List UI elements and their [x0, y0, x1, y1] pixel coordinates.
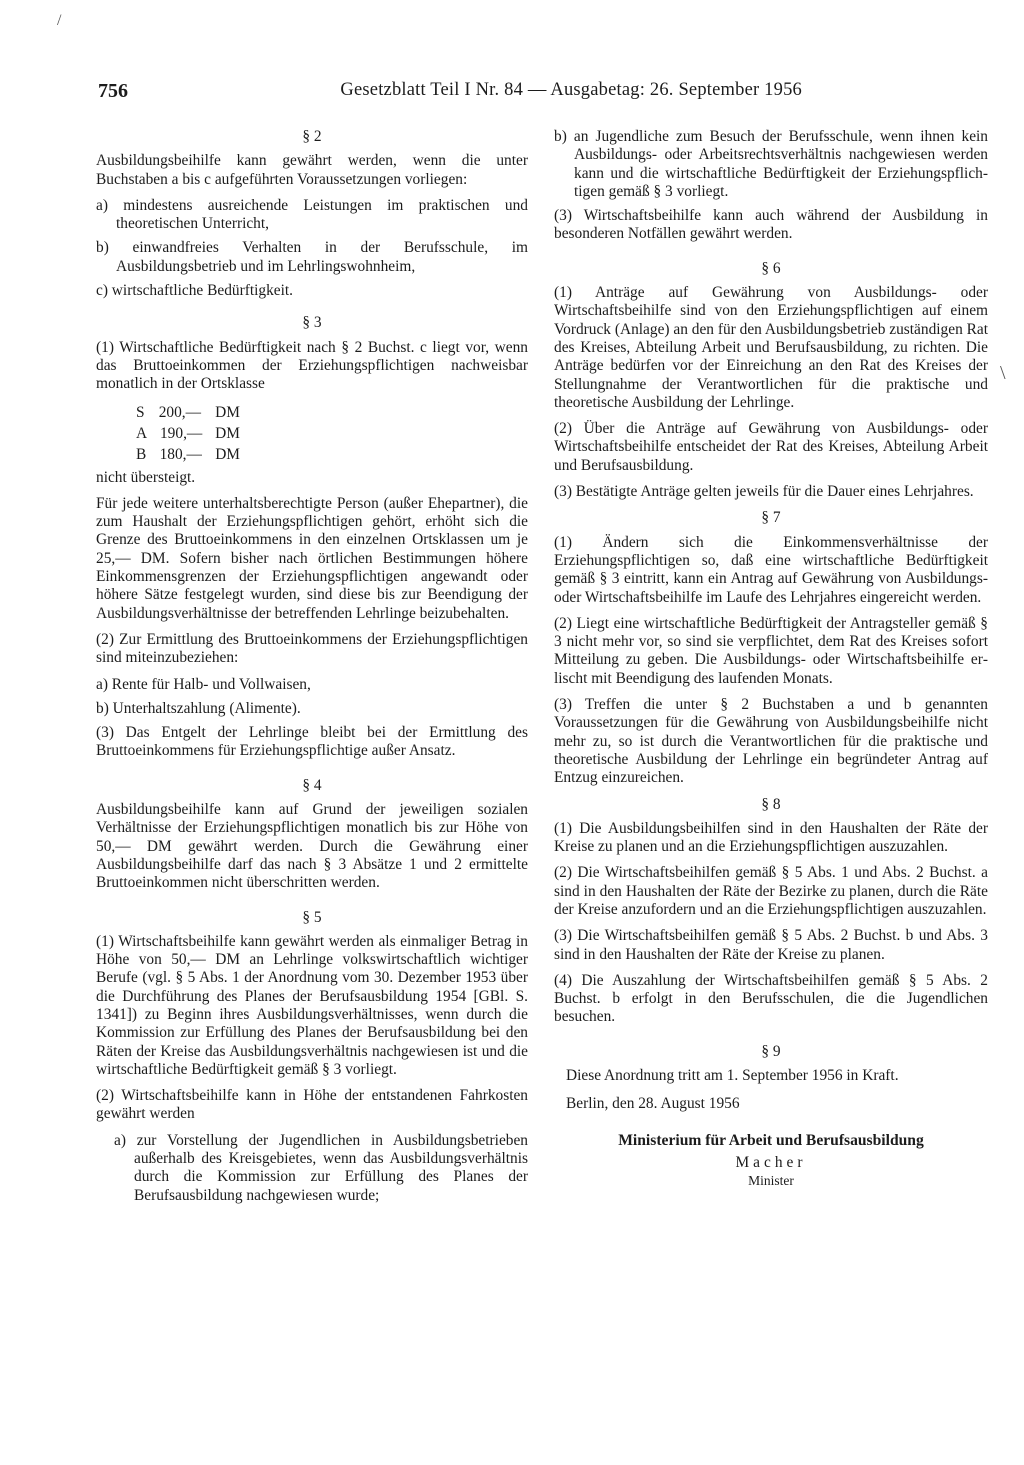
table-row: [136, 444, 240, 465]
page-header: [98, 80, 802, 110]
table-cell: A: [136, 424, 148, 442]
table-cell: 200,—: [158, 403, 202, 421]
paragraph: (1) Anträge auf Gewährung von Ausbildungs- oder Wirtschaftsbeihilfe sind von den Erziehungspflichtigen auf einem Vordruck (Anlage) an den für den Ausbildungsbetrieb zuständigen Rat des Kreises, Abteilung Arbeit und Berufsausbildung, zu richten. Die Anträge bedürfen vor der Einreichung an den Rat des Kreises der Stellungnahme der Verantwortlichen für die praktische und theoretische Ausbildung der Lehrlinge.: [554, 284, 988, 411]
left-column: [96, 128, 528, 1211]
table-row: [136, 423, 240, 444]
paragraph: (3) Die Wirtschaftsbeihilfen gemäß § 5 Abs. 2 Buchst. b und Abs. 3 sind in den Haushalten der Räte der Kreise zu planen.: [554, 927, 988, 963]
paragraph: (3) Treffen die unter § 2 Buchstaben a und b genannten Voraussetzungen für die Gewährung von Ausbildungsbeihilfe nicht mehr zu, so ist durch die Verantwortlichen für die praktische und theoretische Ausbildung der Lehrlinge ein begründeter Antrag auf Entzug einzureichen.: [554, 696, 988, 787]
income-table: [136, 402, 528, 465]
table-cell: B: [136, 445, 147, 463]
page-number: 756: [98, 80, 128, 102]
place-date: Berlin, den 28. August 1956: [566, 1095, 740, 1113]
list-item: a) zur Vorstellung der Jugendlichen in Ausbildungsbetrieben außerhalb des Kreisgebietes, wenn das Ausbildungsverhältnis durch die Kommission zur Erfüllung des Planes der Berufsausbildung nachgewiesen wurde;: [114, 1131, 528, 1204]
table-cell: 190,—: [159, 424, 203, 442]
section-heading: § 4: [302, 776, 322, 794]
section-heading: § 6: [761, 259, 781, 277]
paragraph: (1) Wirtschaftliche Bedürftigkeit nach § 2 Buchst. c liegt vor, wenn das Bruttoeinkommen der Erziehungspflichtigen nachweisbar monatlich in der Ortsklasse: [96, 338, 528, 393]
paragraph: (1) Ändern sich die Einkommensverhältnisse der Erziehungspflichtigen so, daß eine wirtschaftliche Bedürftigkeit gemäß § 3 eintritt, kann ein Antrag auf Gewährung von Ausbildungs- oder Wirtschaftsbeihilfe im Laufe des Lehrjahres eingereicht werden.: [554, 533, 988, 606]
ministry-name: Ministerium für Arbeit und Berufsausbildung: [618, 1131, 924, 1149]
right-column: [554, 128, 988, 1191]
list-item: a) mindestens ausreichende Leistungen im praktischen und theoretischen Unterricht,: [96, 196, 528, 233]
signer-title: Minister: [748, 1173, 794, 1189]
paragraph: Ausbildungsbeihilfe kann gewährt werden, wenn die unter Buchstaben a bis c aufgeführten Voraussetzungen vorliegen:: [96, 152, 528, 188]
table-cell: S: [136, 403, 145, 421]
paragraph: (2) Wirtschaftsbeihilfe kann in Höhe der entstandenen Fahrkosten gewährt werden: [96, 1087, 528, 1123]
section-heading: § 7: [761, 509, 781, 527]
list-item: b) an Jugendliche zum Besuch der Berufsschule, wenn ihnen kein Ausbildungs- oder Arbeitsrechtsverhältnis nachgewiesen werden kann und die wirtschaftliche Bedürftigkeit der Erziehungspflichtigen gemäß § 3 vorliegt.: [554, 128, 988, 200]
list-item: a) Rente für Halb- und Vollwaisen,: [96, 675, 311, 693]
paragraph: (3) Wirtschaftsbeihilfe kann auch während der Ausbildung in besonderen Notfällen gewährt werden.: [554, 207, 988, 243]
paragraph: (3) Bestätigte Anträge gelten jeweils für die Dauer eines Lehrjahres.: [554, 483, 974, 501]
section-heading: § 2: [302, 128, 322, 145]
paragraph: (1) Die Ausbildungsbeihilfen sind in den Haushalten der Räte der Kreise zu planen und an die Erziehungspflichtigen auszuzahlen.: [554, 819, 988, 856]
running-title: Gesetzblatt Teil I Nr. 84 — Ausgabetag: 26. September 1956: [340, 80, 802, 100]
table-cell: 180,—: [159, 445, 202, 463]
list-item: c) wirtschaftliche Bedürftigkeit.: [96, 282, 294, 300]
paragraph: Für jede weitere unterhaltsberechtigte Person (außer Ehepartner), die zum Haushalt der Erziehungspflichtigen gehört, erhöht sich die Grenze des Bruttoeinkommens in den einzelnen Ortsklassen um je 25,— DM. Sofern bisher nach örtlichen Bestimmungen höhere Einkommensgrenzen der Erziehungspflichtigen angewandt oder höhere Sätze festgelegt wurden, sind diese bis zur Beendigung der Ausbildungsverhältnisse der betreffenden Lehrlinge beizubehalten.: [96, 494, 528, 622]
paragraph: (2) Über die Anträge auf Gewährung von Ausbildungs- oder Wirtschaftsbeihilfe entscheidet der Rat des Kreises, Abteilung Arbeit und Berufsausbildung.: [554, 420, 988, 474]
paragraph: (2) Die Wirtschaftsbeihilfen gemäß § 5 Abs. 1 und Abs. 2 Buchst. a sind in den Haushalten der Räte der Bezirke zu planen, durch die Räte der Kreise anzufordern und an die Erziehungspflichtigen auszuzahlen.: [554, 864, 988, 918]
section-heading: § 8: [761, 795, 781, 813]
scan-mark: \: [1000, 362, 1006, 384]
signer-name: Macher: [735, 1153, 807, 1171]
section-heading: § 5: [302, 908, 322, 926]
table-cell: DM: [215, 424, 240, 442]
section-heading: § 3: [302, 314, 322, 332]
table-cell: DM: [215, 403, 240, 421]
list-item: b) Unterhaltszahlung (Alimente).: [96, 699, 301, 717]
paragraph: (1) Wirtschaftsbeihilfe kann gewährt werden als einmaliger Betrag in Höhe von 50,— DM an Lehrlinge volkswirtschaftlich wichtiger Berufe (vgl. § 5 Abs. 1 der Anordnung vom 30. Dezember 1953 über die Durchführung des Planes der Berufsausbildung 1954 [GBl. S. 1341]) zu Beginn ihres Ausbildungsverhältnisses, wenn durch die Kommission zur Erfüllung des Planes der Berufsausbildung bei den Räten der Kreise das Ausbildungsverhältnis nachgewiesen ist und die wirtschaftliche Bedürftigkeit gemäß § 3 vorliegt.: [96, 932, 528, 1078]
paragraph: Diese Anordnung tritt am 1. September 1956 in Kraft.: [566, 1067, 899, 1085]
paragraph: nicht übersteigt.: [96, 468, 196, 486]
paragraph: (3) Das Entgelt der Lehrlinge bleibt bei der Ermittlung des Bruttoeinkommens für Erziehungspflichtige außer Ansatz.: [96, 724, 528, 760]
table-row: [136, 402, 240, 423]
paragraph: Ausbildungsbeihilfe kann auf Grund der jeweiligen sozialen Verhältnisse der Erziehungspflichtigen monatlich bis zur Höhe von 50,— DM gewährt werden. Durch die Gewährung einer Ausbildungsbeihilfe darf das nach § 3 Absätze 1 und 2 ermittelte Bruttoeinkommen nicht überschritten werden.: [96, 801, 528, 892]
list-item: b) einwandfreies Verhalten in der Berufsschule, im Ausbildungsbetrieb und im Lehrlingswohnheim,: [96, 239, 528, 275]
paragraph: (4) Die Auszahlung der Wirtschaftsbeihilfen gemäß § 5 Abs. 2 Buchst. b erfolgt in den Berufsschulen, die die Jugendlichen besuchen.: [554, 971, 988, 1026]
paragraph: (2) Zur Ermittlung des Bruttoeinkommens der Erziehungspflichtigen sind miteinzubeziehen:: [96, 630, 528, 667]
table-cell: DM: [215, 445, 240, 463]
section-heading: § 9: [761, 1042, 781, 1060]
paragraph: (2) Liegt eine wirtschaftliche Bedürftigkeit der Antragsteller gemäß § 3 nicht mehr vor, so sind sie verpflichtet, dem Rat des Kreises sofort Mitteilung zu geben. Die Ausbildungs- oder Wirtschaftsbeihilfe erlischt mit Beendigung des laufenden Monats.: [554, 614, 988, 687]
scan-mark: /: [57, 12, 62, 29]
